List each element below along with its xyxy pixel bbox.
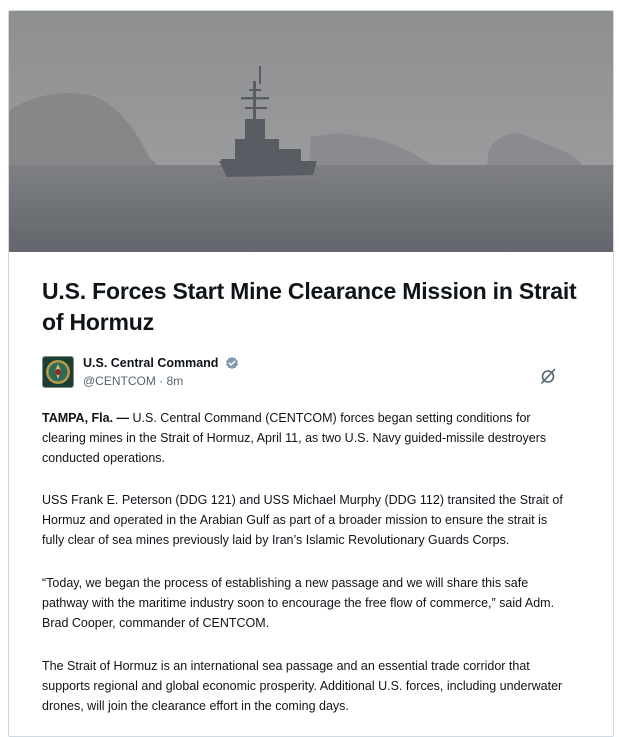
centcom-seal-icon <box>43 357 73 387</box>
paragraph-4: The Strait of Hormuz is an international sea passage and an essential trade corridor that supports regional and global economic prosperity. Additional U.S. forces, including underwater drones, will join the clearance effort in the coming days. <box>42 659 563 713</box>
paragraph-1 <box>42 408 572 468</box>
author-meta <box>83 374 183 388</box>
paragraph-1-text: U.S. Central Command (CENTCOM) forces began setting conditions for clearing mines in the Strait of Hormuz, April 11, as two U.S. Navy guided-missile destroyers conducted operations. <box>42 411 547 465</box>
meta-separator: · <box>159 374 164 388</box>
grok-button[interactable] <box>538 366 558 386</box>
dateline: TAMPA, Fla. — <box>42 411 130 425</box>
avatar[interactable] <box>42 356 74 388</box>
author-name[interactable] <box>83 356 239 373</box>
grok-icon <box>538 366 558 386</box>
paragraph-3: “Today, we began the process of establishing a new passage and we will share this safe pathway with the maritime industry soon to encourage the free flow of commerce,” said Adm. Brad Cooper, commander of CENTCOM. <box>42 576 555 630</box>
author-name-text: U.S. Central Command <box>83 356 219 370</box>
article-image[interactable] <box>9 11 613 252</box>
post-time[interactable]: 8m <box>166 374 184 388</box>
article-title: U.S. Forces Start Mine Clearance Mission in Strait of Hormuz <box>42 278 577 335</box>
author-handle[interactable]: @CENTCOM <box>83 374 156 388</box>
paragraph-2: USS Frank E. Peterson (DDG 121) and USS Michael Murphy (DDG 112) transited the Strait of Hormuz and operated in the Arabian Gulf as part of a broader mission to ensure the strait is fully clear of sea mines previously laid by Iran’s Islamic Revolutionary Guards Corps. <box>42 493 563 547</box>
author-row <box>42 355 562 395</box>
verified-badge-icon <box>225 356 239 373</box>
destroyer-photo <box>9 11 613 252</box>
